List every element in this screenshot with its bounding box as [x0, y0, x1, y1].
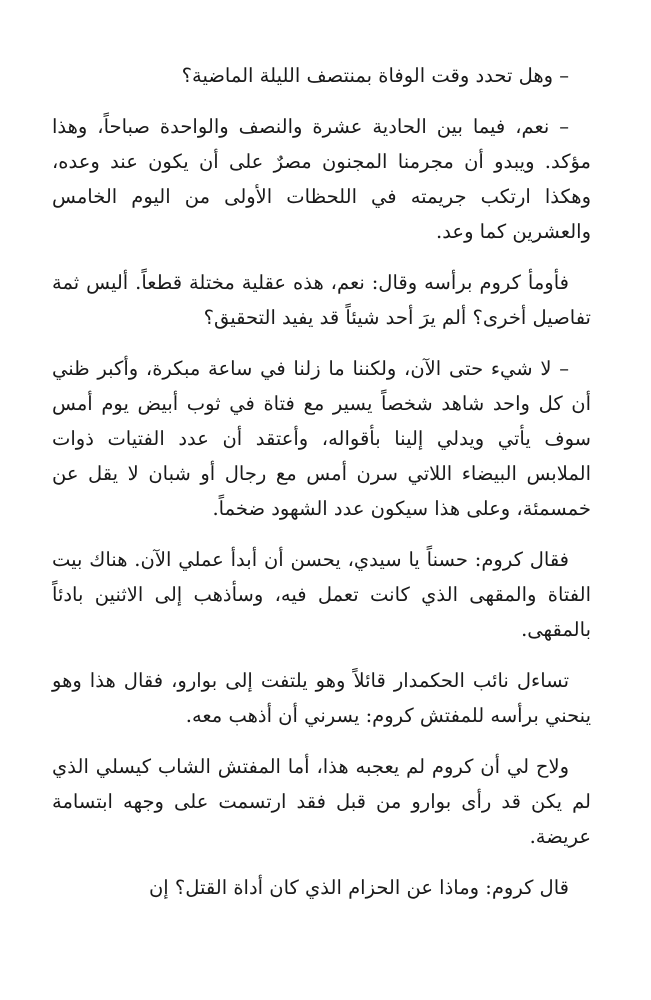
paragraph-5: فقال كروم: حسناً يا سيدي، يحسن أن أبدأ عملي الآن. هناك بيت الفتاة والمقهى الذي كانت تعمل فيه، وسأذهب إلى الاثنين بادئاً بالمقهى.	[52, 548, 591, 641]
paragraph-2: – نعم، فيما بين الحادية عشرة والنصف والواحدة صباحاً، وهذا مؤكد. ويبدو أن مجرمنا المجنون مصرٌ على أن يكون عند وعده، وهكذا ارتكب جريمته في اللحظات الأولى من اليوم الخامس والعشرين كما وعد.	[52, 115, 591, 243]
paragraph-3: فأومأ كروم برأسه وقال: نعم، هذه عقلية مختلة قطعاً. أليس ثمة تفاصيل أخرى؟ ألم يرَ أحد شيئاً قد يفيد التحقيق؟	[52, 271, 591, 329]
paragraph-8: قال كروم: وماذا عن الحزام الذي كان أداة القتل؟ إن	[148, 876, 569, 899]
paragraph-6: تساءل نائب الحكمدار قائلاً وهو يلتفت إلى بوارو، فقال هذا وهو ينحني برأسه للمفتش كروم: يسرني أن أذهب معه.	[52, 669, 591, 727]
paragraph-4: – لا شيء حتى الآن، ولكننا ما زلنا في ساعة مبكرة، وأكبر ظني أن كل واحد شاهد شخصاً يسير مع فتاة في ثوب أبيض يوم أمس سوف يأتي ويدلي إلينا بأقواله، وأعتقد أن عدد الفتيات ذوات الملابس البيضاء اللاتي سرن أمس مع رجال أو شبان لا يقل عن خمسمئة، وعلى هذا سيكون عدد الشهود ضخماً.	[52, 357, 591, 520]
paragraph-1: – وهل تحدد وقت الوفاة بمنتصف الليلة الماضية؟	[181, 64, 569, 87]
paragraph-7: ولاح لي أن كروم لم يعجبه هذا، أما المفتش الشاب كيسلي الذي لم يكن قد رأى بوارو من قبل فقد ارتسمت على وجهه ابتسامة عريضة.	[52, 755, 591, 848]
